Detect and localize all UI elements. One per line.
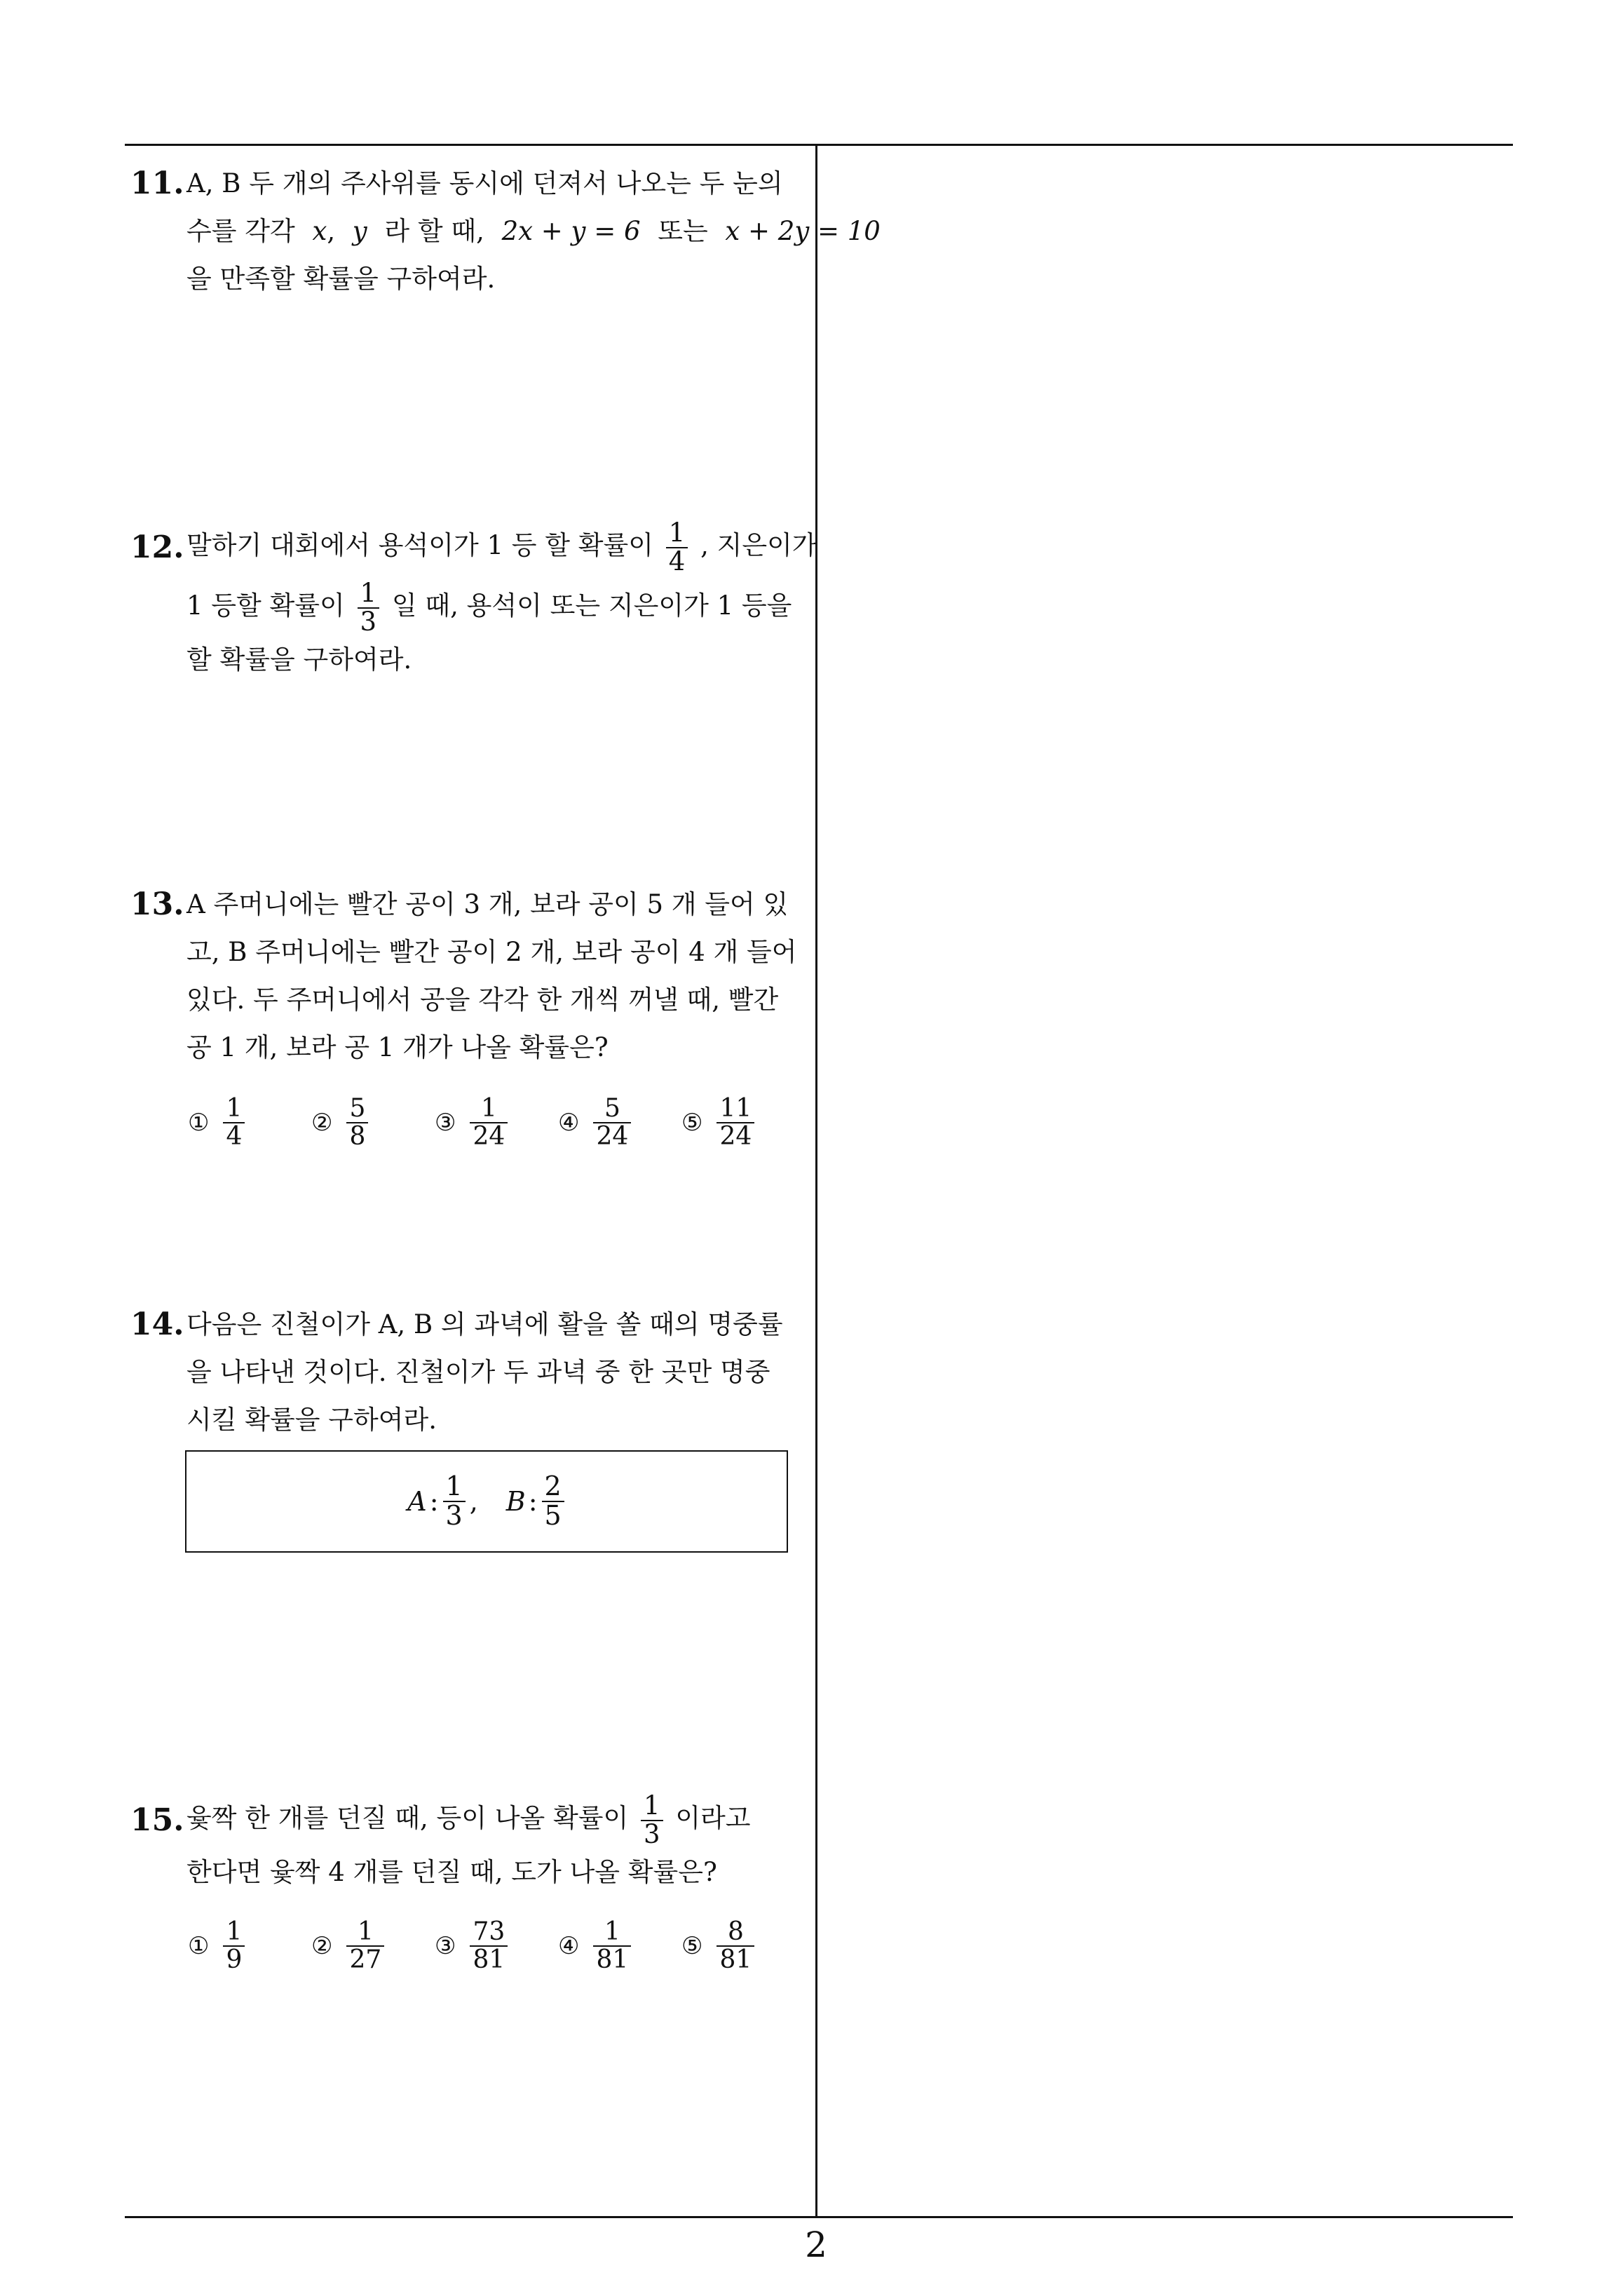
- fraction-numerator: 1: [668, 517, 686, 548]
- fraction-numerator: 8: [727, 1917, 744, 1946]
- problem-15: [130, 1788, 803, 1896]
- fraction-denominator: 24: [470, 1122, 508, 1150]
- fraction-numerator: 1: [357, 1917, 374, 1946]
- problem-text: [186, 1301, 803, 1444]
- fraction-numerator: 2: [544, 1471, 562, 1502]
- fraction-a: [443, 1473, 466, 1530]
- choice-marker: ①: [188, 1108, 210, 1137]
- fraction-numerator: 1: [445, 1471, 463, 1502]
- choice-marker: ②: [311, 1931, 333, 1960]
- text-line: [186, 208, 881, 255]
- text-line: A 주머니에는 빨간 공이 3 개, 보라 공이 5 개 들어 있: [186, 889, 789, 919]
- problem-11: [130, 160, 881, 303]
- choice-marker: ⑤: [681, 1931, 703, 1960]
- text-segment: 수를 각각: [186, 216, 295, 246]
- fraction: [223, 1095, 245, 1150]
- problem-text: [186, 515, 817, 684]
- fraction-denominator: 81: [717, 1945, 754, 1973]
- text-line: 한다면 윷짝 4 개를 던질 때, 도가 나올 확률은?: [186, 1857, 717, 1887]
- problem-14: [130, 1301, 803, 1444]
- problem-number: 13.: [130, 886, 184, 922]
- text-line: 다음은 진철이가 A, B 의 과녁에 활을 쏠 때의 명중률: [186, 1309, 783, 1339]
- text-line: 을 만족할 확률을 구하여라.: [186, 264, 496, 294]
- fraction-numerator: 1: [226, 1917, 243, 1946]
- choice-marker: ②: [311, 1108, 333, 1137]
- text-line: A, B 두 개의 주사위를 동시에 던져서 나오는 두 눈의: [186, 168, 783, 198]
- fraction-denominator: 3: [443, 1501, 466, 1530]
- text-segment: 일 때, 용석이 또는 지은이가 1 등을: [391, 590, 792, 621]
- choice-2[interactable]: [311, 1919, 388, 1973]
- problem-text: [186, 881, 803, 1072]
- problem-13: [130, 881, 803, 1072]
- fraction: [593, 1095, 631, 1150]
- choice-5[interactable]: [681, 1919, 759, 1973]
- fraction: [223, 1919, 245, 1973]
- fraction-denominator: 8: [346, 1122, 368, 1150]
- choice-4[interactable]: [558, 1919, 635, 1973]
- text-line: [186, 576, 803, 636]
- fraction-numerator: 1: [644, 1790, 660, 1821]
- fraction: [641, 1792, 663, 1849]
- text-line: [186, 515, 817, 576]
- hit-rate-box: [185, 1450, 788, 1553]
- problem-text: [186, 160, 881, 303]
- fraction-denominator: 3: [641, 1820, 663, 1849]
- label-b: B: [505, 1486, 526, 1517]
- fraction: [358, 577, 380, 637]
- choice-1[interactable]: [188, 1095, 249, 1150]
- text-segment: 1 등할 확률이: [186, 590, 345, 621]
- text-line: 고, B 주머니에는 빨간 공이 2 개, 보라 공이 4 개 들어: [186, 937, 797, 967]
- choice-marker: ⑤: [681, 1108, 703, 1137]
- problem-12: [130, 515, 817, 684]
- text-segment: ,: [327, 216, 336, 246]
- choice-5[interactable]: [681, 1095, 759, 1150]
- problem-number: 14.: [130, 1306, 184, 1342]
- math-var-y: y: [352, 216, 367, 246]
- fraction-numerator: 1: [604, 1917, 620, 1946]
- choice-marker: ①: [188, 1931, 210, 1960]
- fraction: [717, 1095, 754, 1150]
- fraction-numerator: 5: [349, 1094, 366, 1123]
- text-line: 할 확률을 구하여라.: [186, 644, 412, 675]
- fraction: [346, 1095, 368, 1150]
- fraction-denominator: 4: [223, 1122, 245, 1150]
- choice-3[interactable]: [435, 1919, 512, 1973]
- choice-4[interactable]: [558, 1095, 635, 1150]
- problem-text: [186, 1788, 803, 1896]
- column-divider: [815, 144, 817, 2218]
- label-a: A: [407, 1486, 427, 1517]
- text-segment: 이라고: [675, 1803, 751, 1833]
- problem-number: 15.: [130, 1802, 184, 1838]
- problem-number: 11.: [130, 166, 184, 201]
- fraction: [666, 517, 688, 576]
- fraction-numerator: 1: [226, 1094, 243, 1123]
- fraction-denominator: 27: [346, 1945, 384, 1973]
- text-line: [186, 1788, 803, 1849]
- fraction-denominator: 24: [593, 1122, 631, 1150]
- fraction-denominator: 81: [470, 1945, 508, 1973]
- fraction: [593, 1919, 631, 1973]
- text-segment: 또는: [658, 216, 708, 246]
- fraction-denominator: 5: [542, 1501, 564, 1530]
- fraction-denominator: 9: [223, 1945, 245, 1973]
- colon: :: [429, 1486, 439, 1517]
- separator: ,: [469, 1486, 478, 1517]
- fraction: [346, 1919, 384, 1973]
- choice-marker: ④: [558, 1108, 580, 1137]
- choice-3[interactable]: [435, 1095, 512, 1150]
- bottom-rule: [125, 2216, 1513, 2218]
- fraction-numerator: 73: [473, 1917, 505, 1946]
- fraction-denominator: 24: [717, 1122, 754, 1150]
- text-line: 시킬 확률을 구하여라.: [186, 1405, 437, 1435]
- problem-number: 12.: [130, 529, 184, 565]
- fraction: [717, 1919, 754, 1973]
- choice-marker: ③: [435, 1931, 456, 1960]
- text-line: 공 1 개, 보라 공 1 개가 나올 확률은?: [186, 1032, 609, 1062]
- fraction-b: [542, 1473, 564, 1530]
- math-var-x: x: [312, 216, 327, 246]
- top-rule: [125, 144, 1513, 146]
- colon: :: [528, 1486, 538, 1517]
- fraction-denominator: 4: [666, 547, 688, 576]
- fraction-numerator: 11: [719, 1094, 752, 1123]
- choice-2[interactable]: [311, 1095, 372, 1150]
- equation: x + 2y = 10: [725, 216, 881, 246]
- choice-marker: ④: [558, 1931, 580, 1960]
- text-line: 있다. 두 주머니에서 공을 각각 한 개씩 꺼낼 때, 빨간: [186, 985, 779, 1015]
- text-segment: , 지은이가: [700, 530, 817, 560]
- text-segment: 라 할 때,: [384, 216, 484, 246]
- fraction: [470, 1095, 508, 1150]
- fraction-numerator: 1: [480, 1094, 497, 1123]
- fraction-denominator: 81: [593, 1945, 631, 1973]
- fraction: [470, 1919, 508, 1973]
- text-segment: 말하기 대회에서 용석이가 1 등 할 확률이: [186, 530, 653, 560]
- text-segment: 윷짝 한 개를 던질 때, 등이 나올 확률이: [186, 1803, 629, 1833]
- fraction-numerator: 1: [360, 577, 377, 608]
- choice-1[interactable]: [188, 1919, 249, 1973]
- fraction-numerator: 5: [604, 1094, 620, 1123]
- equation: 2x + y = 6: [501, 216, 641, 246]
- page-number: 2: [805, 2224, 827, 2265]
- text-line: 을 나타낸 것이다. 진철이가 두 과녁 중 한 곳만 명중: [186, 1357, 770, 1387]
- fraction-denominator: 3: [358, 607, 380, 636]
- choice-marker: ③: [435, 1108, 456, 1137]
